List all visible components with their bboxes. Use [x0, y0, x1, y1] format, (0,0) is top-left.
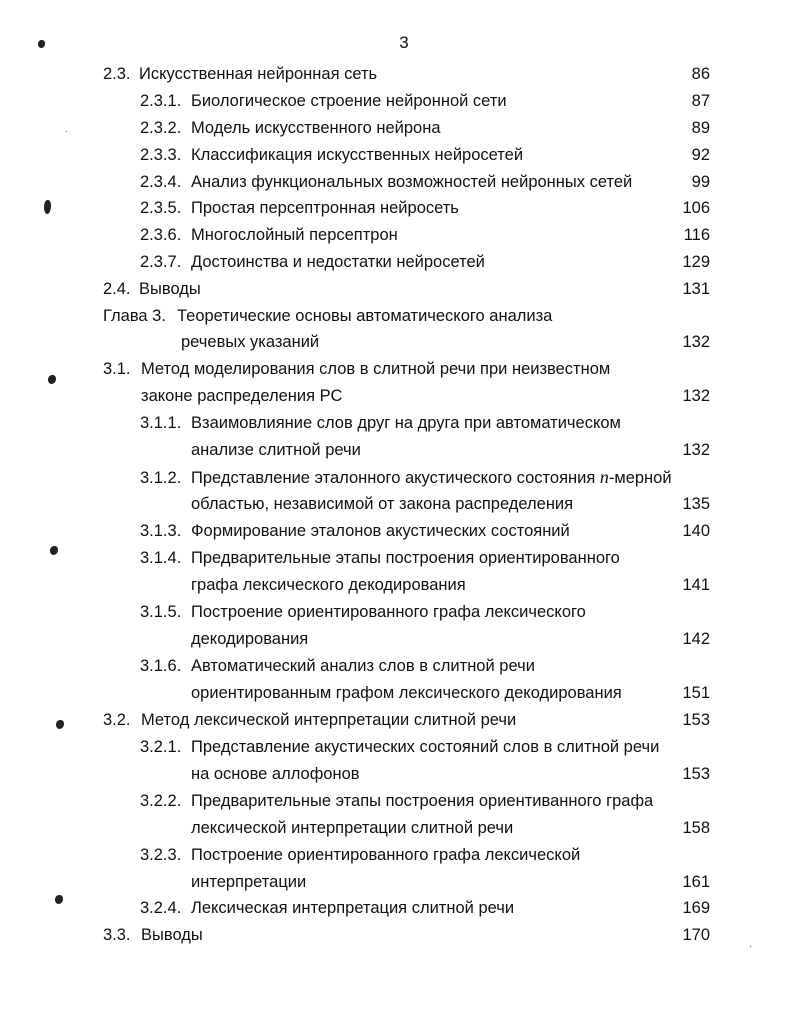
toc-page: 140	[682, 522, 710, 540]
toc-entry-continuation: ориентированным графом лексического декодирования	[191, 684, 622, 702]
toc-entry-continuation: речевых указаний	[181, 333, 320, 351]
toc-entry: 2.3.3. Классификация искусственных нейросетей	[140, 146, 524, 164]
speck-mark	[750, 946, 751, 947]
toc-entry-continuation: анализе слитной речи	[191, 441, 361, 459]
toc-page: 151	[682, 684, 710, 702]
page-number: 3	[399, 33, 409, 52]
toc-page: 169	[682, 899, 710, 917]
binding-hole-mark	[44, 200, 51, 214]
toc-page: 89	[691, 119, 710, 137]
toc-page: 106	[682, 199, 710, 217]
binding-hole-mark	[48, 375, 56, 384]
toc-entry: 2.3.4. Анализ функциональных возможностей нейронных сетей	[140, 173, 633, 191]
toc-entry: 2.3.5. Простая персептронная нейросеть	[140, 199, 459, 217]
toc-page: 158	[682, 819, 710, 837]
toc-entry: 2.3. Искусственная нейронная сеть	[103, 65, 378, 83]
toc-entry-continuation: графа лексического декодирования	[191, 576, 466, 594]
binding-hole-mark	[50, 546, 58, 555]
toc-entry: 2.3.2. Модель искусственного нейрона	[140, 119, 441, 137]
toc-entry: 3.1.1. Взаимовлияние слов друг на друга при автоматическом	[140, 414, 621, 432]
toc-page: 132	[682, 387, 710, 405]
toc-entry-continuation: на основе аллофонов	[191, 765, 360, 783]
binding-hole-mark	[56, 720, 64, 729]
toc-entry: 3.1.2. Представление эталонного акустического состояния n-мерной	[140, 467, 672, 487]
toc-entry: 3.1.3. Формирование эталонов акустических состояний	[140, 522, 570, 540]
toc-entry: 3.1.6. Автоматический анализ слов в слитной речи	[140, 657, 535, 675]
toc-page: 161	[682, 873, 710, 891]
toc-entry: 3.2.2. Предварительные этапы построения ориентиванного графа	[140, 792, 654, 810]
toc-page: 92	[691, 146, 710, 164]
toc-page: 142	[682, 630, 710, 648]
toc-page: 135	[682, 495, 710, 513]
toc-entry-continuation: лексической интерпретации слитной речи	[191, 819, 514, 837]
toc-page: 129	[682, 253, 710, 271]
toc-entry-continuation: законе распределения РС	[141, 387, 343, 405]
toc-entry-continuation: декодирования	[191, 630, 309, 648]
toc-page: 87	[691, 92, 710, 110]
toc-page: 153	[682, 765, 710, 783]
binding-hole-mark	[55, 895, 63, 904]
toc-page: 153	[682, 711, 710, 729]
toc-page: 116	[683, 226, 710, 244]
toc-page: 141	[682, 576, 710, 594]
toc-entry: 3.2.3. Построение ориентированного графа лексической	[140, 846, 581, 864]
toc-page: 170	[682, 926, 710, 944]
toc-entry: 3.3. Выводы	[103, 926, 203, 944]
toc-page: 132	[682, 441, 710, 459]
toc-entry: Глава 3. Теоретические основы автоматического анализа	[103, 307, 553, 325]
toc-entry-continuation: областью, независимой от закона распределения	[191, 495, 574, 513]
toc-entry: 2.3.1. Биологическое строение нейронной сети	[140, 92, 507, 110]
toc-entry: 3.2.1. Представление акустических состояний слов в слитной речи	[140, 738, 660, 756]
toc-entry: 2.4. Выводы	[103, 280, 201, 298]
toc-entry: 2.3.7. Достоинства и недостатки нейросетей	[140, 253, 485, 271]
toc-entry: 2.3.6. Многослойный персептрон	[140, 226, 398, 244]
speck-mark	[66, 131, 67, 132]
toc-page: 131	[682, 280, 710, 298]
toc-entry: 3.1.5. Построение ориентированного графа лексического	[140, 603, 586, 621]
toc-page: 132	[682, 333, 710, 351]
toc-entry: 3.2.4. Лексическая интерпретация слитной речи	[140, 899, 515, 917]
toc-entry: 3.1. Метод моделирования слов в слитной речи при неизвестном	[103, 360, 611, 378]
toc-entry: 3.1.4. Предварительные этапы построения ориентированного	[140, 549, 620, 567]
toc-entry-continuation: интерпретации	[191, 873, 307, 891]
toc-entry: 3.2. Метод лексической интерпретации слитной речи	[103, 711, 517, 729]
binding-hole-mark	[38, 40, 45, 48]
toc-page: 99	[691, 173, 710, 191]
toc-page: 86	[691, 65, 710, 83]
